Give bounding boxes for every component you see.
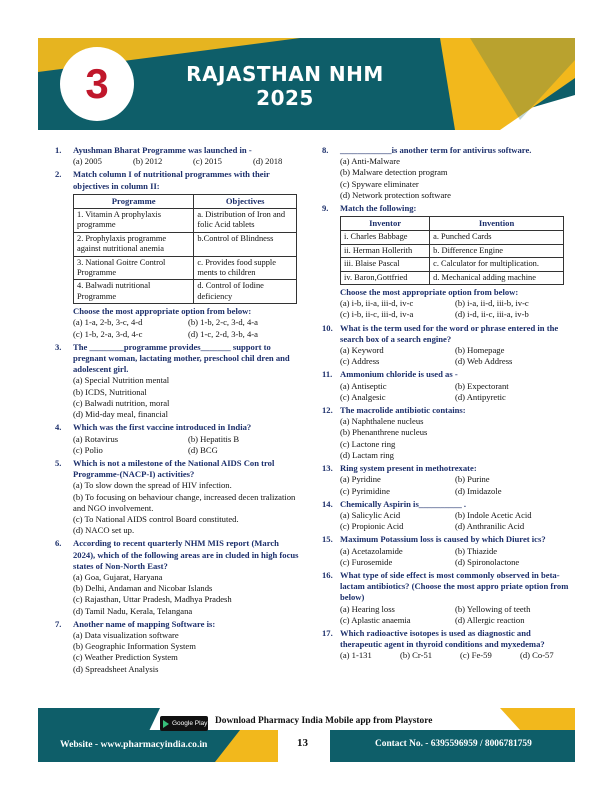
- question-text: What type of side effect is most commonly observed in beta-lactam antibiotics? (Choose the most appro priate option from below): [340, 569, 569, 603]
- option-b: (b) To focusing on behaviour change, increased decen tralization and NGO involvement.: [73, 491, 296, 513]
- question-7: [55, 619, 303, 675]
- question-number: 15.: [322, 534, 333, 545]
- table-header: Invention: [430, 217, 564, 231]
- question-2: [55, 169, 303, 339]
- option-b: (b) Yellowing of teeth: [455, 603, 531, 614]
- download-text: Download Pharmacy India Mobile app from Playstore: [215, 716, 433, 726]
- page-header: [0, 0, 612, 135]
- option-a: (a) Pyridine: [340, 474, 381, 485]
- title-line-1: RAJASTHAN NHM: [186, 62, 384, 86]
- table-cell: c. Calculator for multiplication.: [430, 258, 564, 271]
- question-10: [322, 323, 570, 368]
- option-b: (b) 2012: [133, 156, 163, 167]
- question-number: 16.: [322, 569, 333, 580]
- option-a: (a) Rotavirus: [73, 433, 119, 444]
- choose-instruction: Choose the most appropriate option from below:: [340, 287, 519, 298]
- question-number: 2.: [55, 169, 62, 180]
- option-d: (d) Allergic reaction: [455, 614, 525, 625]
- question-text: According to recent quarterly NHM MIS report (March 2024), which of the following areas are in cluded in high focus states of Non-North East?: [73, 538, 299, 571]
- option-b: (b) Homepage: [455, 345, 505, 356]
- option-c: (c) Aplastic anaemia: [340, 614, 411, 625]
- table-cell: 3. National Goitre Control Programme: [74, 256, 194, 280]
- question-number: 14.: [322, 498, 333, 509]
- question-text: Ring system present in methotrexate:: [340, 463, 477, 474]
- question-text: What is the term used for the word or phrase entered in the search box of a search engine?: [340, 322, 559, 344]
- option-c: (c) Polio: [73, 444, 103, 455]
- option-d: (d) Antipyretic: [455, 391, 506, 402]
- option-d: (d) Tamil Nadu, Kerala, Telangana: [73, 605, 193, 616]
- table-row: [341, 271, 564, 284]
- option-d: (d) 2018: [253, 156, 283, 167]
- table-header: Programme: [74, 194, 194, 208]
- option-c: (c) Fe-59: [460, 650, 492, 661]
- question-number: 5.: [55, 457, 62, 468]
- option-b: (b) Hepatitis B: [188, 433, 240, 444]
- question-number: 6.: [55, 538, 62, 549]
- question-14: [322, 499, 570, 533]
- option-b: (b) i-a, ii-d, iii-b, iv-c: [455, 298, 529, 309]
- option-d: (d) Spironolactone: [455, 556, 520, 567]
- question-number: 17.: [322, 627, 333, 638]
- option-b: (b) Cr-51: [400, 650, 433, 661]
- option-c: (c) 1-b, 2-a, 3-d, 4-c: [73, 328, 143, 339]
- option-c: (c) To National AIDS control Board constituted.: [73, 513, 239, 524]
- option-d: (d) Lactam ring: [340, 449, 394, 460]
- option-c: (c) Pyrimidine: [340, 485, 390, 496]
- question-text: Ayushman Bharat Programme was launched in -: [73, 145, 252, 155]
- table-row: [74, 256, 297, 280]
- option-a: (a) 2005: [73, 156, 102, 167]
- option-c: (c) Balwadi nutrition, moral: [73, 397, 170, 408]
- question-text: The ________programme provides_______ support to pregnant woman, lactating mother, preschool chil dren and adolescent girl.: [73, 341, 290, 375]
- option-c: (c) Weather Prediction System: [73, 652, 178, 663]
- option-d: (d) i-d, ii-c, iii-a, iv-b: [455, 309, 529, 320]
- question-12: [322, 405, 570, 461]
- question-5: [55, 458, 303, 536]
- option-c: (c) 2015: [193, 156, 222, 167]
- choose-instruction: Choose the most appropriate option from below:: [73, 306, 252, 317]
- chapter-number: 3: [60, 47, 134, 121]
- page-title: [160, 62, 410, 110]
- option-a: (a) i-b, ii-a, iii-d, iv-c: [340, 298, 414, 309]
- option-d: (d) 1-c, 2-d, 3-b, 4-a: [188, 328, 258, 339]
- question-number: 13.: [322, 463, 333, 474]
- question-number: 1.: [55, 145, 62, 155]
- option-d: (d) NACO set up.: [73, 525, 135, 536]
- question-13: [322, 463, 570, 497]
- option-a: (a) Acetazolamide: [340, 545, 403, 556]
- question-number: 3.: [55, 341, 62, 352]
- question-17: [322, 628, 570, 662]
- table-row: [341, 258, 564, 271]
- question-3: [55, 342, 303, 420]
- option-d: (d) Co-57: [520, 650, 554, 661]
- option-d: (d) Network protection software: [340, 189, 451, 200]
- question-text: Maximum Potassium loss is caused by which Diuret ics?: [340, 534, 546, 545]
- option-d: (d) BCG: [188, 444, 218, 455]
- option-a: (a) Naphthalene nucleus: [340, 416, 424, 427]
- question-number: 12.: [322, 405, 333, 416]
- option-c: (c) Propionic Acid: [340, 521, 404, 532]
- table-cell: 2. Prophylaxis programme against nutritional anemia: [74, 232, 194, 256]
- option-c: (c) Spyware eliminater: [340, 178, 419, 189]
- table-cell: d. Control of Iodine deficiency: [194, 280, 297, 304]
- option-b: (b) ICDS, Nutritional: [73, 386, 147, 397]
- option-a: (a) Keyword: [340, 345, 384, 356]
- question-text: Which is not a milestone of the National AIDS Con trol Programme-(NACP-I) activities?: [73, 457, 275, 480]
- question-text: Another name of mapping Software is:: [73, 618, 216, 629]
- option-c: (c) Address: [340, 356, 380, 367]
- table-cell: d. Mechanical adding machine: [430, 271, 564, 284]
- option-a: (a) To slow down the spread of HIV infection.: [73, 480, 232, 491]
- question-16: [322, 570, 570, 626]
- question-9: [322, 203, 570, 321]
- page-number: 13: [297, 737, 308, 749]
- question-number: 10.: [322, 322, 333, 333]
- table-row: [74, 232, 297, 256]
- table-cell: b. Difference Engine: [430, 244, 564, 257]
- question-text: Which was the first vaccine introduced in India?: [73, 422, 252, 433]
- right-column: [322, 145, 570, 664]
- option-c: (c) i-b, ii-c, iii-d, iv-a: [340, 309, 414, 320]
- question-text: Which radioactive isotopes is used as diagnostic and therapeutic agent in thyroid conditions and myxedema?: [340, 627, 545, 650]
- table-cell: ii. Herman Hollerith: [341, 244, 430, 257]
- table-row: [341, 244, 564, 257]
- option-b: (b) 1-b, 2-c, 3-d, 4-a: [188, 317, 258, 328]
- option-b: (b) Phenanthrene nucleus: [340, 427, 428, 438]
- option-b: (b) Indole Acetic Acid: [455, 509, 532, 520]
- option-c: (c) Rajasthan, Uttar Pradesh, Madhya Pradesh: [73, 594, 232, 605]
- question-11: [322, 369, 570, 403]
- question-6: [55, 538, 303, 616]
- question-4: [55, 422, 303, 456]
- option-a: (a) Antiseptic: [340, 380, 387, 391]
- option-a: (a) Salicylic Acid: [340, 509, 401, 520]
- left-column: [55, 145, 303, 677]
- table-row: [74, 280, 297, 304]
- match-table: [73, 194, 297, 304]
- table-cell: i. Charles Babbage: [341, 231, 430, 244]
- option-a: (a) Goa, Gujarat, Haryana: [73, 571, 163, 582]
- table-cell: iv. Baron,Gottfried: [341, 271, 430, 284]
- option-d: (d) Anthranilic Acid: [455, 521, 525, 532]
- question-15: [322, 534, 570, 568]
- table-cell: b.Control of Blindness: [194, 232, 297, 256]
- option-a: (a) Hearing loss: [340, 603, 395, 614]
- table-header: Objectives: [194, 194, 297, 208]
- question-number: 7.: [55, 618, 62, 629]
- option-d: (d) Mid-day meal, financial: [73, 409, 168, 420]
- question-text: Match the following:: [340, 203, 417, 214]
- question-text: The macrolide antibiotic contains:: [340, 405, 466, 416]
- option-a: (a) Special Nutrition mental: [73, 375, 170, 386]
- option-c: (c) Analgesic: [340, 391, 386, 402]
- contact-numbers: Contact No. - 6395596959 / 8006781759: [375, 739, 532, 749]
- table-header: Inventor: [341, 217, 430, 231]
- question-number: 9.: [322, 203, 329, 214]
- option-c: (c) Furosemide: [340, 556, 393, 567]
- option-b: (b) Expectorant: [455, 380, 509, 391]
- question-1: [55, 145, 303, 167]
- title-line-2: 2025: [256, 86, 314, 110]
- match-table: [340, 216, 564, 285]
- question-number: 4.: [55, 422, 62, 433]
- option-b: (b) Geographic Information System: [73, 641, 196, 652]
- table-cell: a. Punched Cards: [430, 231, 564, 244]
- option-b: (b) Purine: [455, 474, 490, 485]
- option-d: (d) Imidazole: [455, 485, 502, 496]
- question-8: [322, 145, 570, 201]
- question-number: 11.: [322, 369, 333, 380]
- option-a: (a) Data visualization software: [73, 629, 179, 640]
- badge-label: Google Play: [172, 720, 208, 727]
- option-a: (a) 1-131: [340, 650, 372, 661]
- question-text: Chemically Aspirin is__________ .: [340, 498, 467, 509]
- question-text: ____________is another term for antivirus software.: [340, 145, 532, 155]
- option-a: (a) Anti-Malware: [340, 156, 400, 167]
- question-text: Ammonium chloride is used as -: [340, 369, 458, 380]
- option-d: (d) Web Address: [455, 356, 513, 367]
- google-play-badge[interactable]: [160, 716, 208, 731]
- table-row: [341, 231, 564, 244]
- option-b: (b) Malware detection program: [340, 167, 448, 178]
- website-link[interactable]: Website - www.pharmacyindia.co.in: [60, 739, 208, 750]
- question-number: 8.: [322, 145, 329, 155]
- table-cell: 1. Vitamin A prophylaxis programme: [74, 209, 194, 233]
- table-cell: 4. Balwadi nutritional Programme: [74, 280, 194, 304]
- table-row: [74, 209, 297, 233]
- option-b: (b) Thiazide: [455, 545, 498, 556]
- option-a: (a) 1-a, 2-b, 3-c, 4-d: [73, 317, 143, 328]
- option-b: (b) Delhi, Andaman and Nicobar Islands: [73, 583, 213, 594]
- table-cell: a. Distribution of Iron and folic Acid tablets: [194, 209, 297, 233]
- table-cell: iii. Blaise Pascal: [341, 258, 430, 271]
- option-d: (d) Spreadsheet Analysis: [73, 663, 159, 674]
- play-store-icon: [163, 720, 169, 728]
- option-c: (c) Lactone ring: [340, 438, 396, 449]
- question-text: Match column I of nutritional programmes with their objectives in column II:: [73, 169, 270, 191]
- table-cell: c. Provides food supple ments to children: [194, 256, 297, 280]
